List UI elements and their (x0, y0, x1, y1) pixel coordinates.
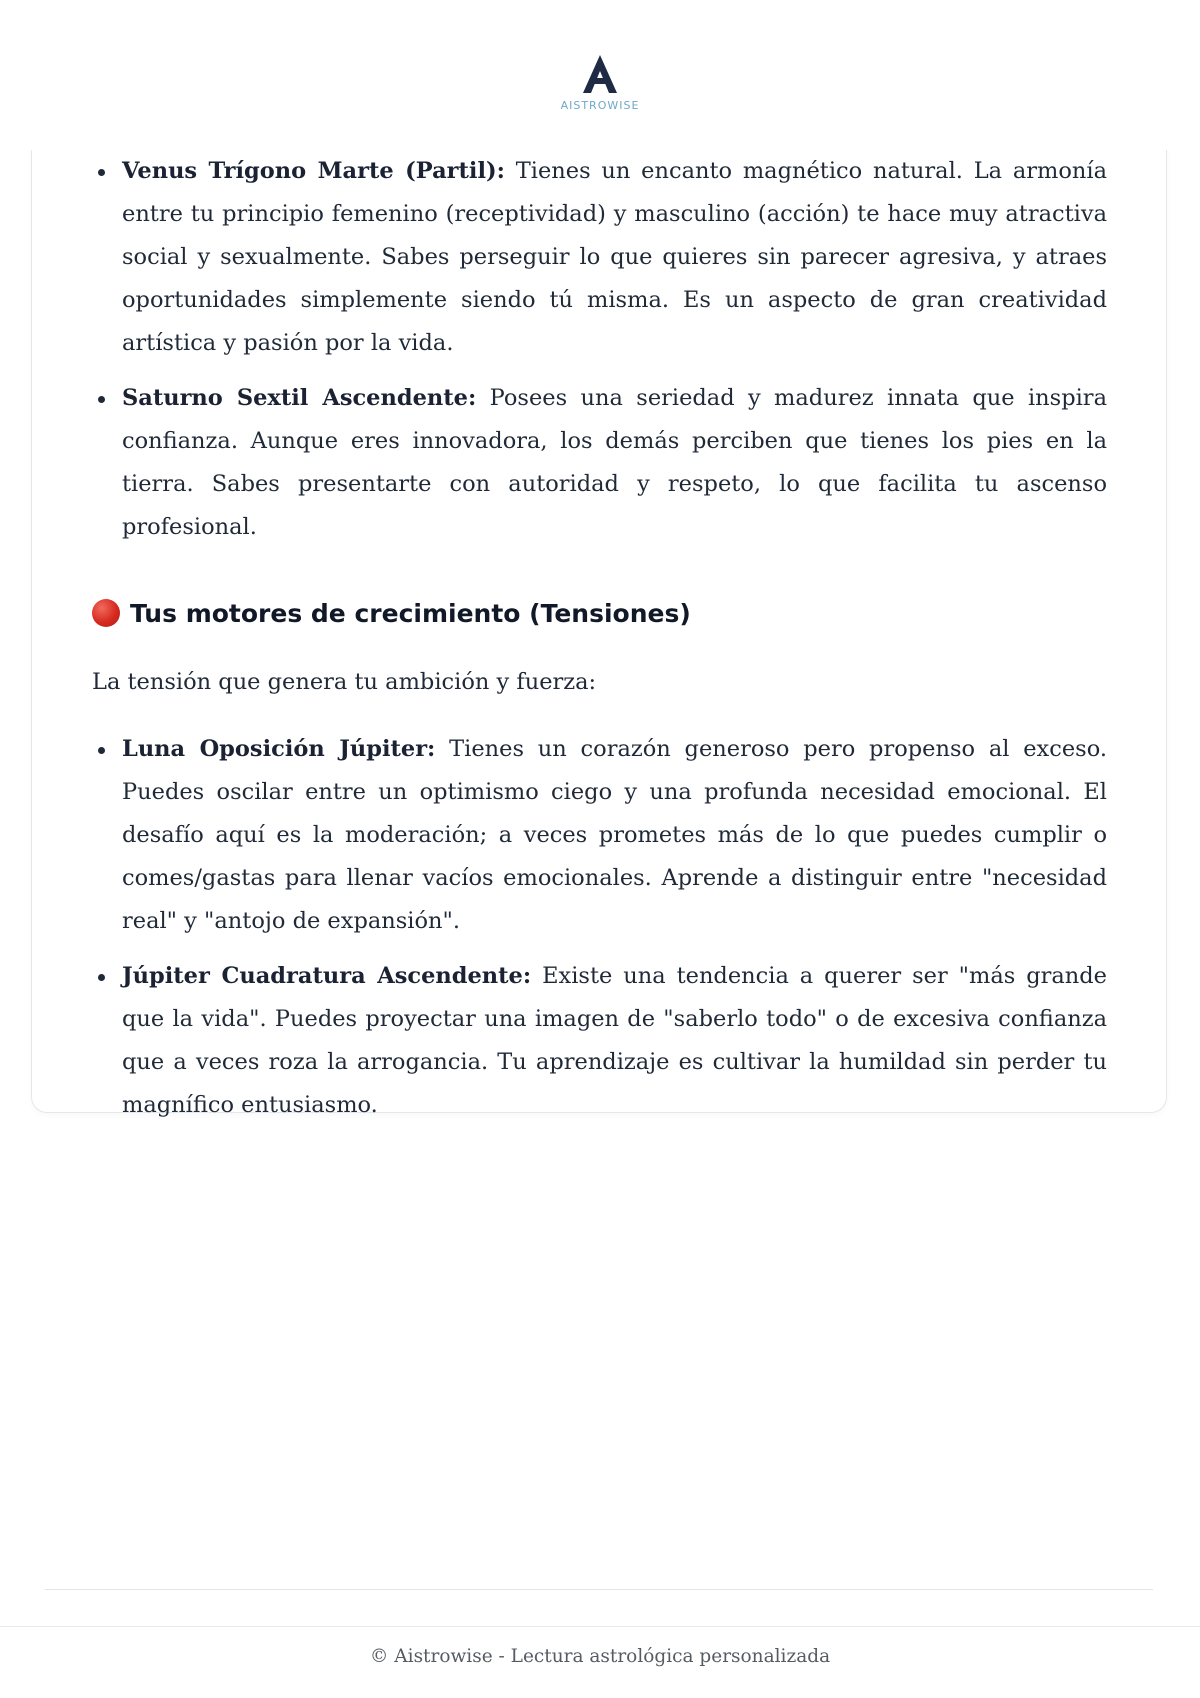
document-body (92, 150, 1107, 1139)
list-item (92, 377, 1107, 549)
aspect-description: Tienes un encanto magnético natural. La armonía entre tu principio femenino (receptividad) y masculino (acción) te hace muy atractiva social y sexualmente. Sabes perseguir lo que quieres sin parecer agresiva, y atraes oportunidades simplemente siendo tú misma. Es un aspecto de gran creatividad artística y pasión por la vida. (122, 158, 1107, 356)
aspect-description: Posees una seriedad y madurez innata que inspira confianza. Aunque eres innovadora, los demás perciben que tienes los pies en la tierra. Sabes presentarte con autoridad y respeto, lo que facilita tu ascenso profesional. (122, 385, 1107, 540)
page-header (0, 0, 1200, 150)
aistrowise-a-logo-icon (578, 52, 622, 96)
aspect-term: Júpiter Cuadratura Ascendente: (122, 963, 532, 989)
list-item (92, 728, 1107, 943)
harmony-aspect-list (92, 150, 1107, 549)
aspect-description: Existe una tendencia a querer ser "más grande que la vida". Puedes proyectar una imagen de "saberlo todo" o de excesiva confianza que a veces roza la arrogancia. Tu aprendizaje es cultivar la humildad sin perder tu magnífico entusiasmo. (122, 963, 1107, 1118)
list-item (92, 150, 1107, 365)
footer-copyright: © Aistrowise - Lectura astrológica personalizada (369, 1646, 831, 1667)
list-item (92, 955, 1107, 1127)
red-circle-icon (92, 599, 120, 627)
footer-divider (45, 1589, 1153, 1590)
aspect-term: Saturno Sextil Ascendente: (122, 385, 477, 411)
tension-aspect-list (92, 728, 1107, 1127)
section-title: Tus motores de crecimiento (Tensiones) (130, 598, 691, 628)
aspect-term: Luna Oposición Júpiter: (122, 736, 436, 762)
logo (0, 52, 1200, 112)
section-heading (92, 593, 1107, 633)
aspect-term: Venus Trígono Marte (Partil): (122, 158, 505, 184)
logo-text: AISTROWISE (560, 99, 640, 112)
section-intro: La tensión que genera tu ambición y fuerza: (92, 669, 597, 695)
aspect-description: Tienes un corazón generoso pero propenso al exceso. Puedes oscilar entre un optimismo ciego y una profunda necesidad emocional. El desafío aquí es la moderación; a veces prometes más de lo que puedes cumplir o comes/gastas para llenar vacíos emocionales. Aprende a distinguir entre "necesidad real" y "antojo de expansión". (122, 736, 1107, 934)
